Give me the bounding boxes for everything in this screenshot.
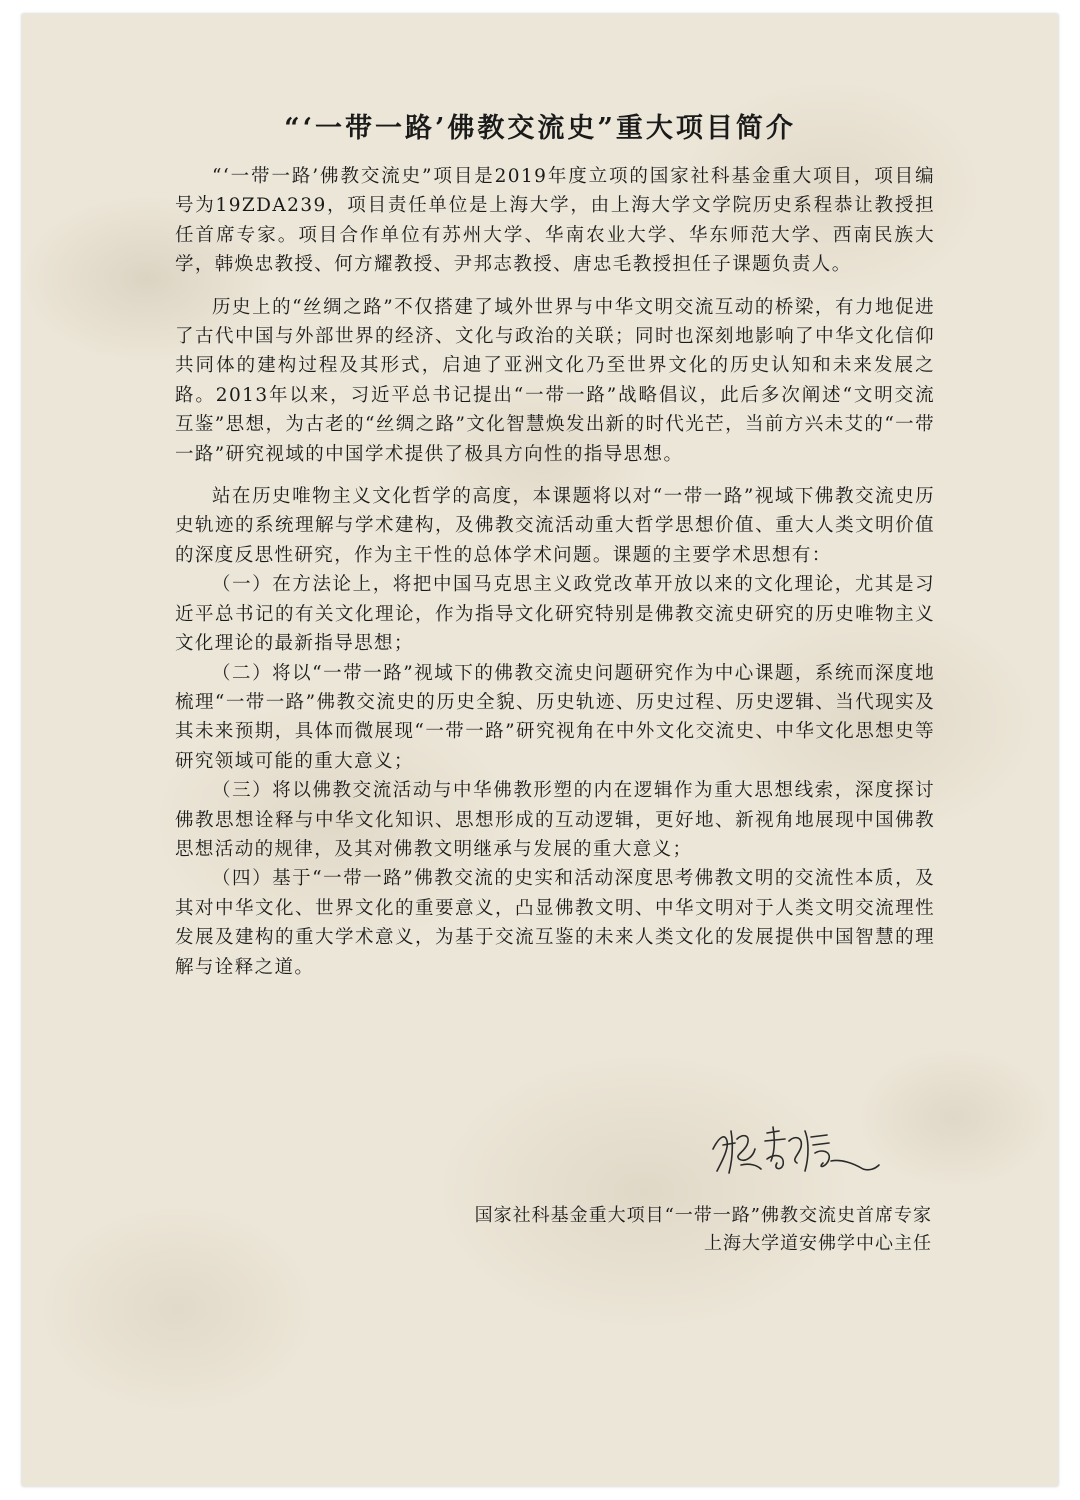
signature-block <box>475 1202 932 1258</box>
paragraph-research-aim: 站在历史唯物主义文化哲学的高度，本课题将以对“一带一路”视域下佛教交流史历史轨迹的系统理解与学术建构，及佛教交流活动重大哲学思想价值、重大人类文明价值的深度反思性研究，作为主干性的总体学术问题。课题的主要学术思想有： <box>175 486 935 566</box>
paragraph-point-4: （四）基于“一带一路”佛教交流的史实和活动深度思考佛教文明的交流性本质，及其对中华文化、世界文化的重要意义，凸显佛教文明、中华文明对于人类文明交流理性发展及建构的重大学术意义，为基于交流互鉴的未来人类文化的发展提供中国智慧的理解与诠释之道。 <box>175 868 935 978</box>
document-body <box>175 162 935 982</box>
document-title: “‘一带一路’佛教交流史”重大项目简介 <box>284 113 796 144</box>
paragraph-point-3: （三）将以佛教交流活动与中华佛教形塑的内在逻辑作为重大思想线索，深度探讨佛教思想诠释与中华文化知识、思想形成的互动逻辑，更好地、新视角地展现中国佛教思想活动的规律，及其对佛教文明继承与发展的重大意义； <box>175 780 935 860</box>
footer-title-line: 国家社科基金重大项目“一带一路”佛教交流史首席专家 <box>474 1205 932 1226</box>
paragraph-point-2: （二）将以“一带一路”视域下的佛教交流史问题研究作为中心课题，系统而深度地梳理“一带一路”佛教交流史的历史全貌、历史轨迹、历史过程、历史逻辑、当代现实及其未来预期，具体而微展现“一带一路”研究视角在中外文化交流史、中华文化思想史等研究领域可能的重大意义； <box>175 662 935 772</box>
paragraph-history: 历史上的“丝绸之路”不仅搭建了域外世界与中华文明交流互动的桥梁，有力地促进了古代中国与外部世界的经济、文化与政治的关联；同时也深刻地影响了中华文化信仰共同体的建构过程及其形式，启迪了亚洲文化乃至世界文化的历史认知和未来发展之路。2013年以来，习近平总书记提出“一带一路”战略倡议，此后多次阐述“文明交流互鉴”思想，为古老的“丝绸之路”文化智慧焕发出新的时代光芒，当前方兴未艾的“一带一路”研究视域的中国学术提供了极具方向性的指导思想。 <box>175 296 935 465</box>
paragraph-point-1: （一）在方法论上，将把中国马克思主义政党改革开放以来的文化理论，尤其是习近平总书记的有关文化理论，作为指导文化研究特别是佛教交流史研究的历史唯物主义文化理论的最新指导思想； <box>175 574 935 655</box>
footer-affiliation-line: 上海大学道安佛学中心主任 <box>704 1233 932 1254</box>
paragraph-intro: “‘一带一路’佛教交流史”项目是2019年度立项的国家社科基金重大项目，项目编号为19ZDA239，项目责任单位是上海大学，由上海大学文学院历史系程恭让教授担任首席专家。项目合作单位有苏州大学、华南农业大学、华东师范大学、西南民族大学，韩焕忠教授、何方耀教授、尹邦志教授、唐忠毛教授担任子课题负责人。 <box>175 166 935 276</box>
handwritten-signature <box>705 1119 885 1179</box>
document-page <box>22 14 1058 1486</box>
